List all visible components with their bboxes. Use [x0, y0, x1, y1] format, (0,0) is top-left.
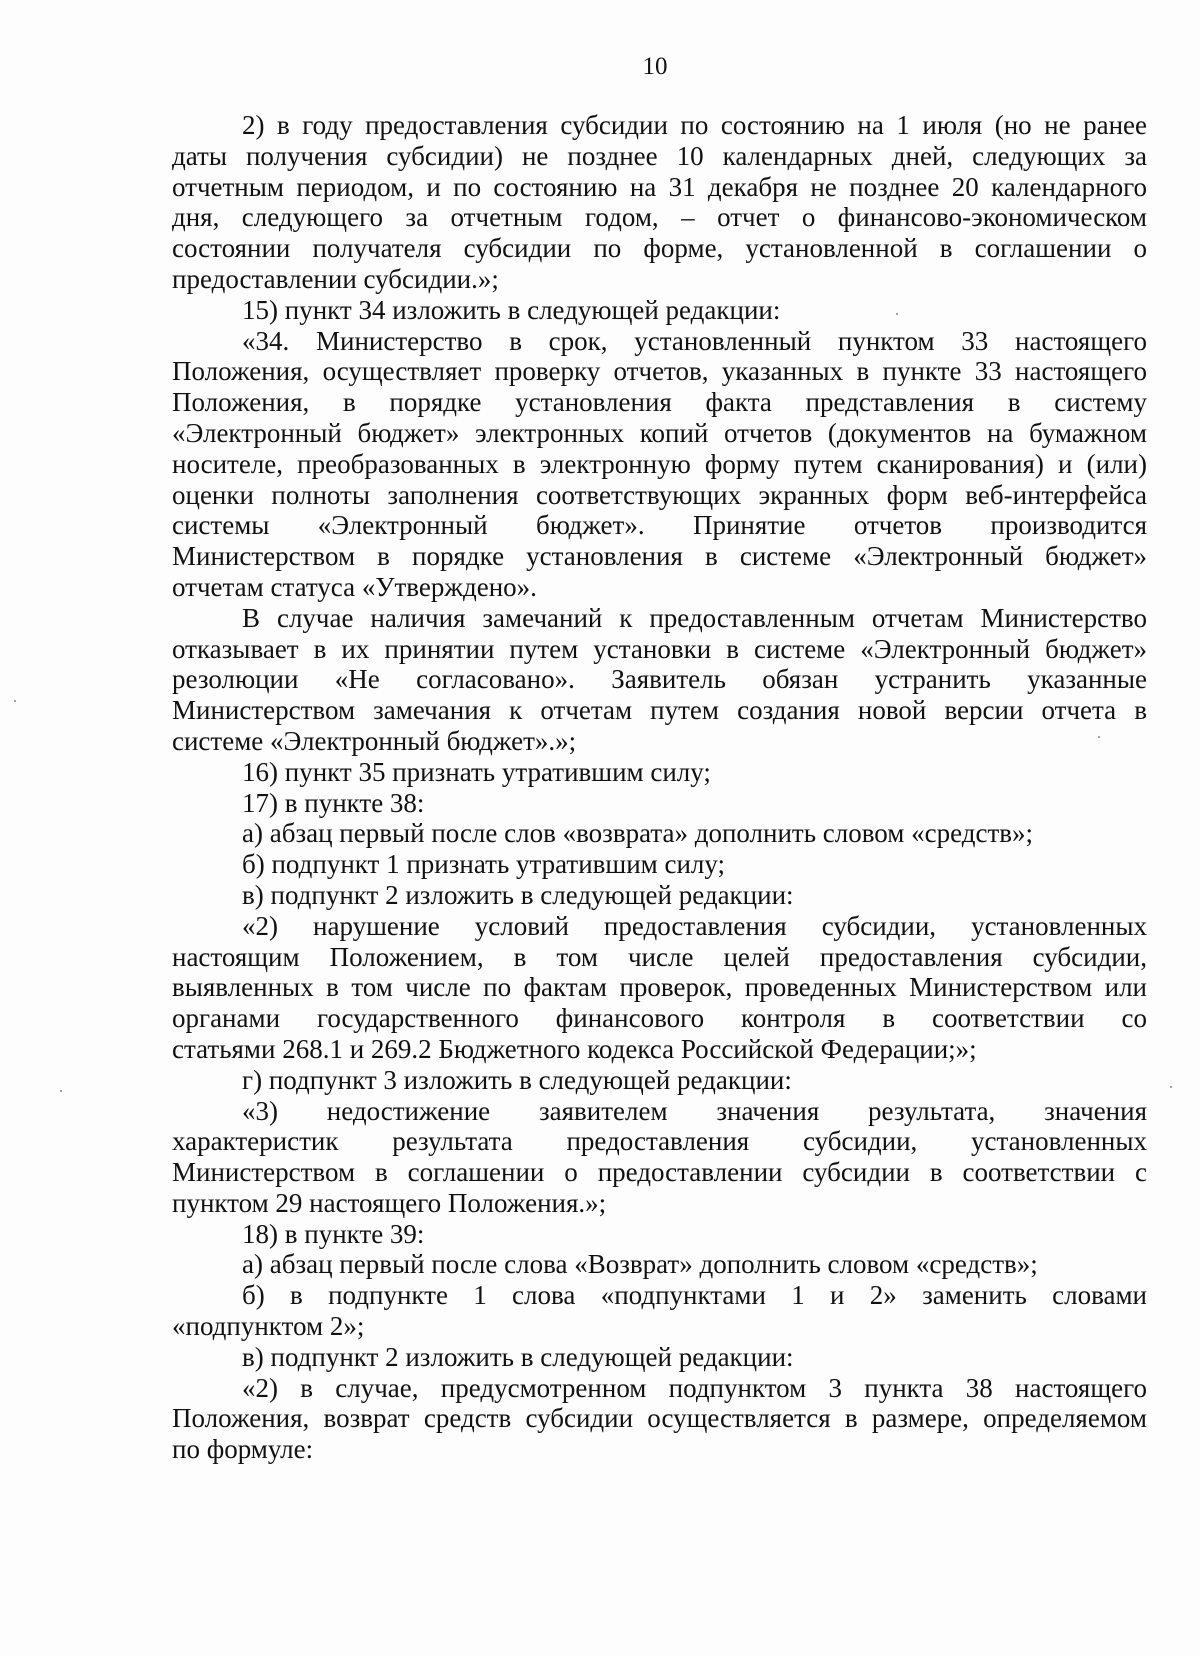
text-line: Министерством замечания к отчетам путем создания новой версии отчета в [172, 695, 1147, 726]
text-line: статьями 268.1 и 269.2 Бюджетного кодекса Российской Федерации;»; [172, 1033, 977, 1064]
paragraph [172, 818, 1147, 849]
text-line: по формуле: [172, 1434, 314, 1465]
text-line: г) подпункт 3 изложить в следующей редакции: [242, 1064, 792, 1095]
text-line: характеристик результата предоставления субсидии, установленных [172, 1126, 1147, 1157]
paragraph [172, 1096, 1147, 1219]
text-line: пунктом 29 настоящего Положения.»; [172, 1187, 607, 1218]
text-line: 18) в пункте 39: [242, 1218, 425, 1249]
scan-speck [1170, 1086, 1172, 1088]
text-line: органами государственного финансового контроля в соответствии со [172, 1003, 1147, 1034]
text-line: носителе, преобразованных в электронную форму путем сканирования) и (или) [172, 448, 1147, 479]
paragraph [172, 788, 1147, 819]
scan-speck [896, 313, 898, 315]
text-line: «34. Министерство в срок, установленный пунктом 33 настоящего [242, 325, 1147, 356]
text-line: «Электронный бюджет» электронных копий отчетов (документов на бумажном [172, 417, 1147, 448]
text-line: отказывает в их принятии путем установки в системе «Электронный бюджет» [172, 633, 1147, 664]
text-line: Положения, возврат средств субсидии осуществляется в размере, определяемом [172, 1403, 1147, 1434]
text-line: б) подпункт 1 признать утратившим силу; [242, 849, 726, 880]
text-line: выявленных в том числе по фактам проверок, проведенных Министерством или [172, 972, 1147, 1003]
paragraph [172, 1342, 1147, 1373]
paragraph [172, 757, 1147, 788]
scan-speck [60, 1090, 62, 1092]
page-number: 10 [642, 53, 668, 80]
paragraph [172, 1280, 1147, 1342]
text-line: дня, следующего за отчетным годом, – отчет о финансово-экономическом [172, 202, 1147, 233]
text-line: резолюции «Не согласовано». Заявитель обязан устранить указанные [172, 664, 1147, 695]
text-line: системы «Электронный бюджет». Принятие отчетов производится [172, 510, 1147, 541]
paragraph [172, 603, 1147, 757]
text-line: Министерством в порядке установления в системе «Электронный бюджет» [172, 541, 1147, 572]
text-line: 15) пункт 34 изложить в следующей редакции: [242, 294, 781, 325]
text-line: системе «Электронный бюджет».»; [172, 725, 577, 756]
paragraph [172, 295, 1147, 326]
scan-speck [14, 700, 16, 702]
text-line: в) подпункт 2 изложить в следующей редакции: [242, 879, 794, 910]
text-line: предоставлении субсидии.»; [172, 263, 499, 294]
paragraph [172, 880, 1147, 911]
paragraph [172, 1373, 1147, 1465]
scan-speck [1098, 736, 1100, 738]
text-line: а) абзац первый после слова «Возврат» дополнить словом «средств»; [242, 1249, 1038, 1280]
text-line: 17) в пункте 38: [242, 787, 425, 818]
paragraph [172, 1065, 1147, 1096]
text-line: «3) недостижение заявителем значения результата, значения [242, 1095, 1147, 1126]
paragraph [172, 911, 1147, 1065]
paragraph [172, 849, 1147, 880]
text-line: настоящим Положением, в том числе целей предоставления субсидии, [172, 941, 1147, 972]
text-line: В случае наличия замечаний к предоставленным отчетам Министерство [242, 602, 1147, 633]
text-line: «2) нарушение условий предоставления субсидии, установленных [242, 910, 1147, 941]
text-line: Положения, осуществляет проверку отчетов, указанных в пункте 33 настоящего [172, 356, 1147, 387]
text-line: в) подпункт 2 изложить в следующей редакции: [242, 1341, 794, 1372]
text-line: 16) пункт 35 признать утратившим силу; [242, 756, 711, 787]
paragraph [172, 1219, 1147, 1250]
paragraph [172, 326, 1147, 603]
text-line: а) абзац первый после слов «возврата» дополнить словом «средств»; [242, 818, 1034, 849]
text-line: 2) в году предоставления субсидии по состоянию на 1 июля (но не ранее [242, 110, 1147, 140]
text-line: б) в подпункте 1 слова «подпунктами 1 и 2» заменить словами [242, 1280, 1147, 1311]
text-line: «подпунктом 2»; [172, 1311, 365, 1342]
text-line: оценки полноты заполнения соответствующих экранных форм веб-интерфейса [172, 479, 1147, 510]
text-line: даты получения субсидии) не позднее 10 календарных дней, следующих за [172, 140, 1147, 171]
text-line: состоянии получателя субсидии по форме, установленной в соглашении о [172, 233, 1147, 264]
text-line: Министерством в соглашении о предоставлении субсидии в соответствии с [172, 1157, 1147, 1188]
document-body [172, 110, 1147, 1465]
text-line: «2) в случае, предусмотренном подпунктом 3 пункта 38 настоящего [242, 1372, 1147, 1403]
paragraph [172, 110, 1147, 295]
paragraph [172, 1249, 1147, 1280]
text-line: отчетам статуса «Утверждено». [172, 571, 537, 602]
text-line: отчетным периодом, и по состоянию на 31 декабря не позднее 20 календарного [172, 171, 1147, 202]
text-line: Положения, в порядке установления факта представления в систему [172, 387, 1147, 418]
